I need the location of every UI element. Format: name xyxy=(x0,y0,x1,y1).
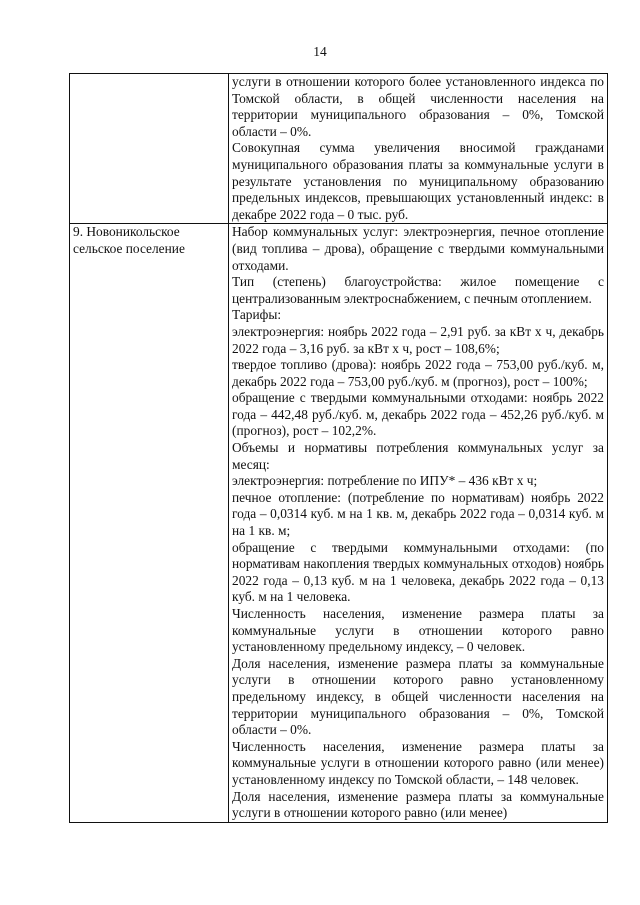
details-paragraph: Доля населения, изменение размера платы за коммунальные услуги в отношении которого равно установленному предельному индексу, в общей численности населения на территории муниципального образования – 0%, Томской области – 0%. xyxy=(232,655,604,738)
municipality-name-cell xyxy=(70,74,229,224)
details-paragraph: обращение с твердыми коммунальными отходами: (по нормативам накопления твердых коммунальных отходов) ноябрь 2022 года – 0,13 куб. м на 1 человека, декабрь 2022 года – 0,13 куб. м на 1 человека. xyxy=(232,539,604,605)
details-paragraph: Численность населения, изменение размера платы за коммунальные услуги в отношении которого равно установленному предельному индексу, – 0 человек. xyxy=(232,606,604,655)
details-paragraph: печное отопление: (потребление по нормативам) ноябрь 2022 года – 0,0314 куб. м на 1 кв. м, декабрь 2022 года – 0,0314 куб. м на 1 кв. м; xyxy=(232,489,604,539)
details-cell xyxy=(229,224,608,822)
details-paragraph: электроэнергия: потребление по ИПУ* – 436 кВт х ч; xyxy=(232,473,538,489)
details-paragraph: услуги в отношении которого более установленного индекса по Томской области, в общей численности населения на территории муниципального образования – 0%, Томской области – 0%. xyxy=(232,74,604,139)
details-cell xyxy=(229,74,608,224)
table-row xyxy=(70,224,608,822)
details-paragraph: Объемы и нормативы потребления коммунальных услуг за месяц: xyxy=(232,440,604,472)
details-paragraph: Совокупная сумма увеличения вносимой гражданами муниципального образования платы за коммунальные услуги в результате установления по муниципальному образованию предельных индексов, превышающих установленный индекс: в декабре 2022 года – 0 тыс. руб. xyxy=(232,140,604,222)
details-paragraph: Доля населения, изменение размера платы за коммунальные услуги в отношении которого равно (или менее) xyxy=(232,788,604,821)
details-paragraph: электроэнергия: ноябрь 2022 года – 2,91 руб. за кВт х ч, декабрь 2022 года – 3,16 руб. за кВт х ч, рост – 108,6%; xyxy=(232,323,604,356)
details-paragraph: твердое топливо (дрова): ноябрь 2022 года – 753,00 руб./куб. м, декабрь 2022 года – 753,00 руб./куб. м (прогноз), рост – 100%; xyxy=(232,357,604,389)
municipality-name-cell: 9. Новоникольское сельское поселение xyxy=(70,224,229,822)
details-paragraph: обращение с твердыми коммунальными отходами: ноябрь 2022 года – 442,48 руб./куб. м, декабрь 2022 года – 452,26 руб./куб. м (прогноз), рост – 102,2%. xyxy=(232,390,604,439)
page-number: 14 xyxy=(313,44,327,59)
details-paragraph: Тарифы: xyxy=(232,307,282,323)
municipal-tariff-table xyxy=(69,73,608,823)
details-paragraph: Численность населения, изменение размера платы за коммунальные услуги в отношении которого равно (или менее) установленному индексу по Томской области, – 148 человек. xyxy=(232,738,604,787)
details-paragraph: Тип (степень) благоустройства: жилое помещение с централизованным электроснабжением, с печным отоплением. xyxy=(232,274,604,306)
table-row xyxy=(70,74,608,224)
details-paragraph: Набор коммунальных услуг: электроэнергия, печное отопление (вид топлива – дрова), обращение с твердыми коммунальными отходами. xyxy=(232,224,604,273)
